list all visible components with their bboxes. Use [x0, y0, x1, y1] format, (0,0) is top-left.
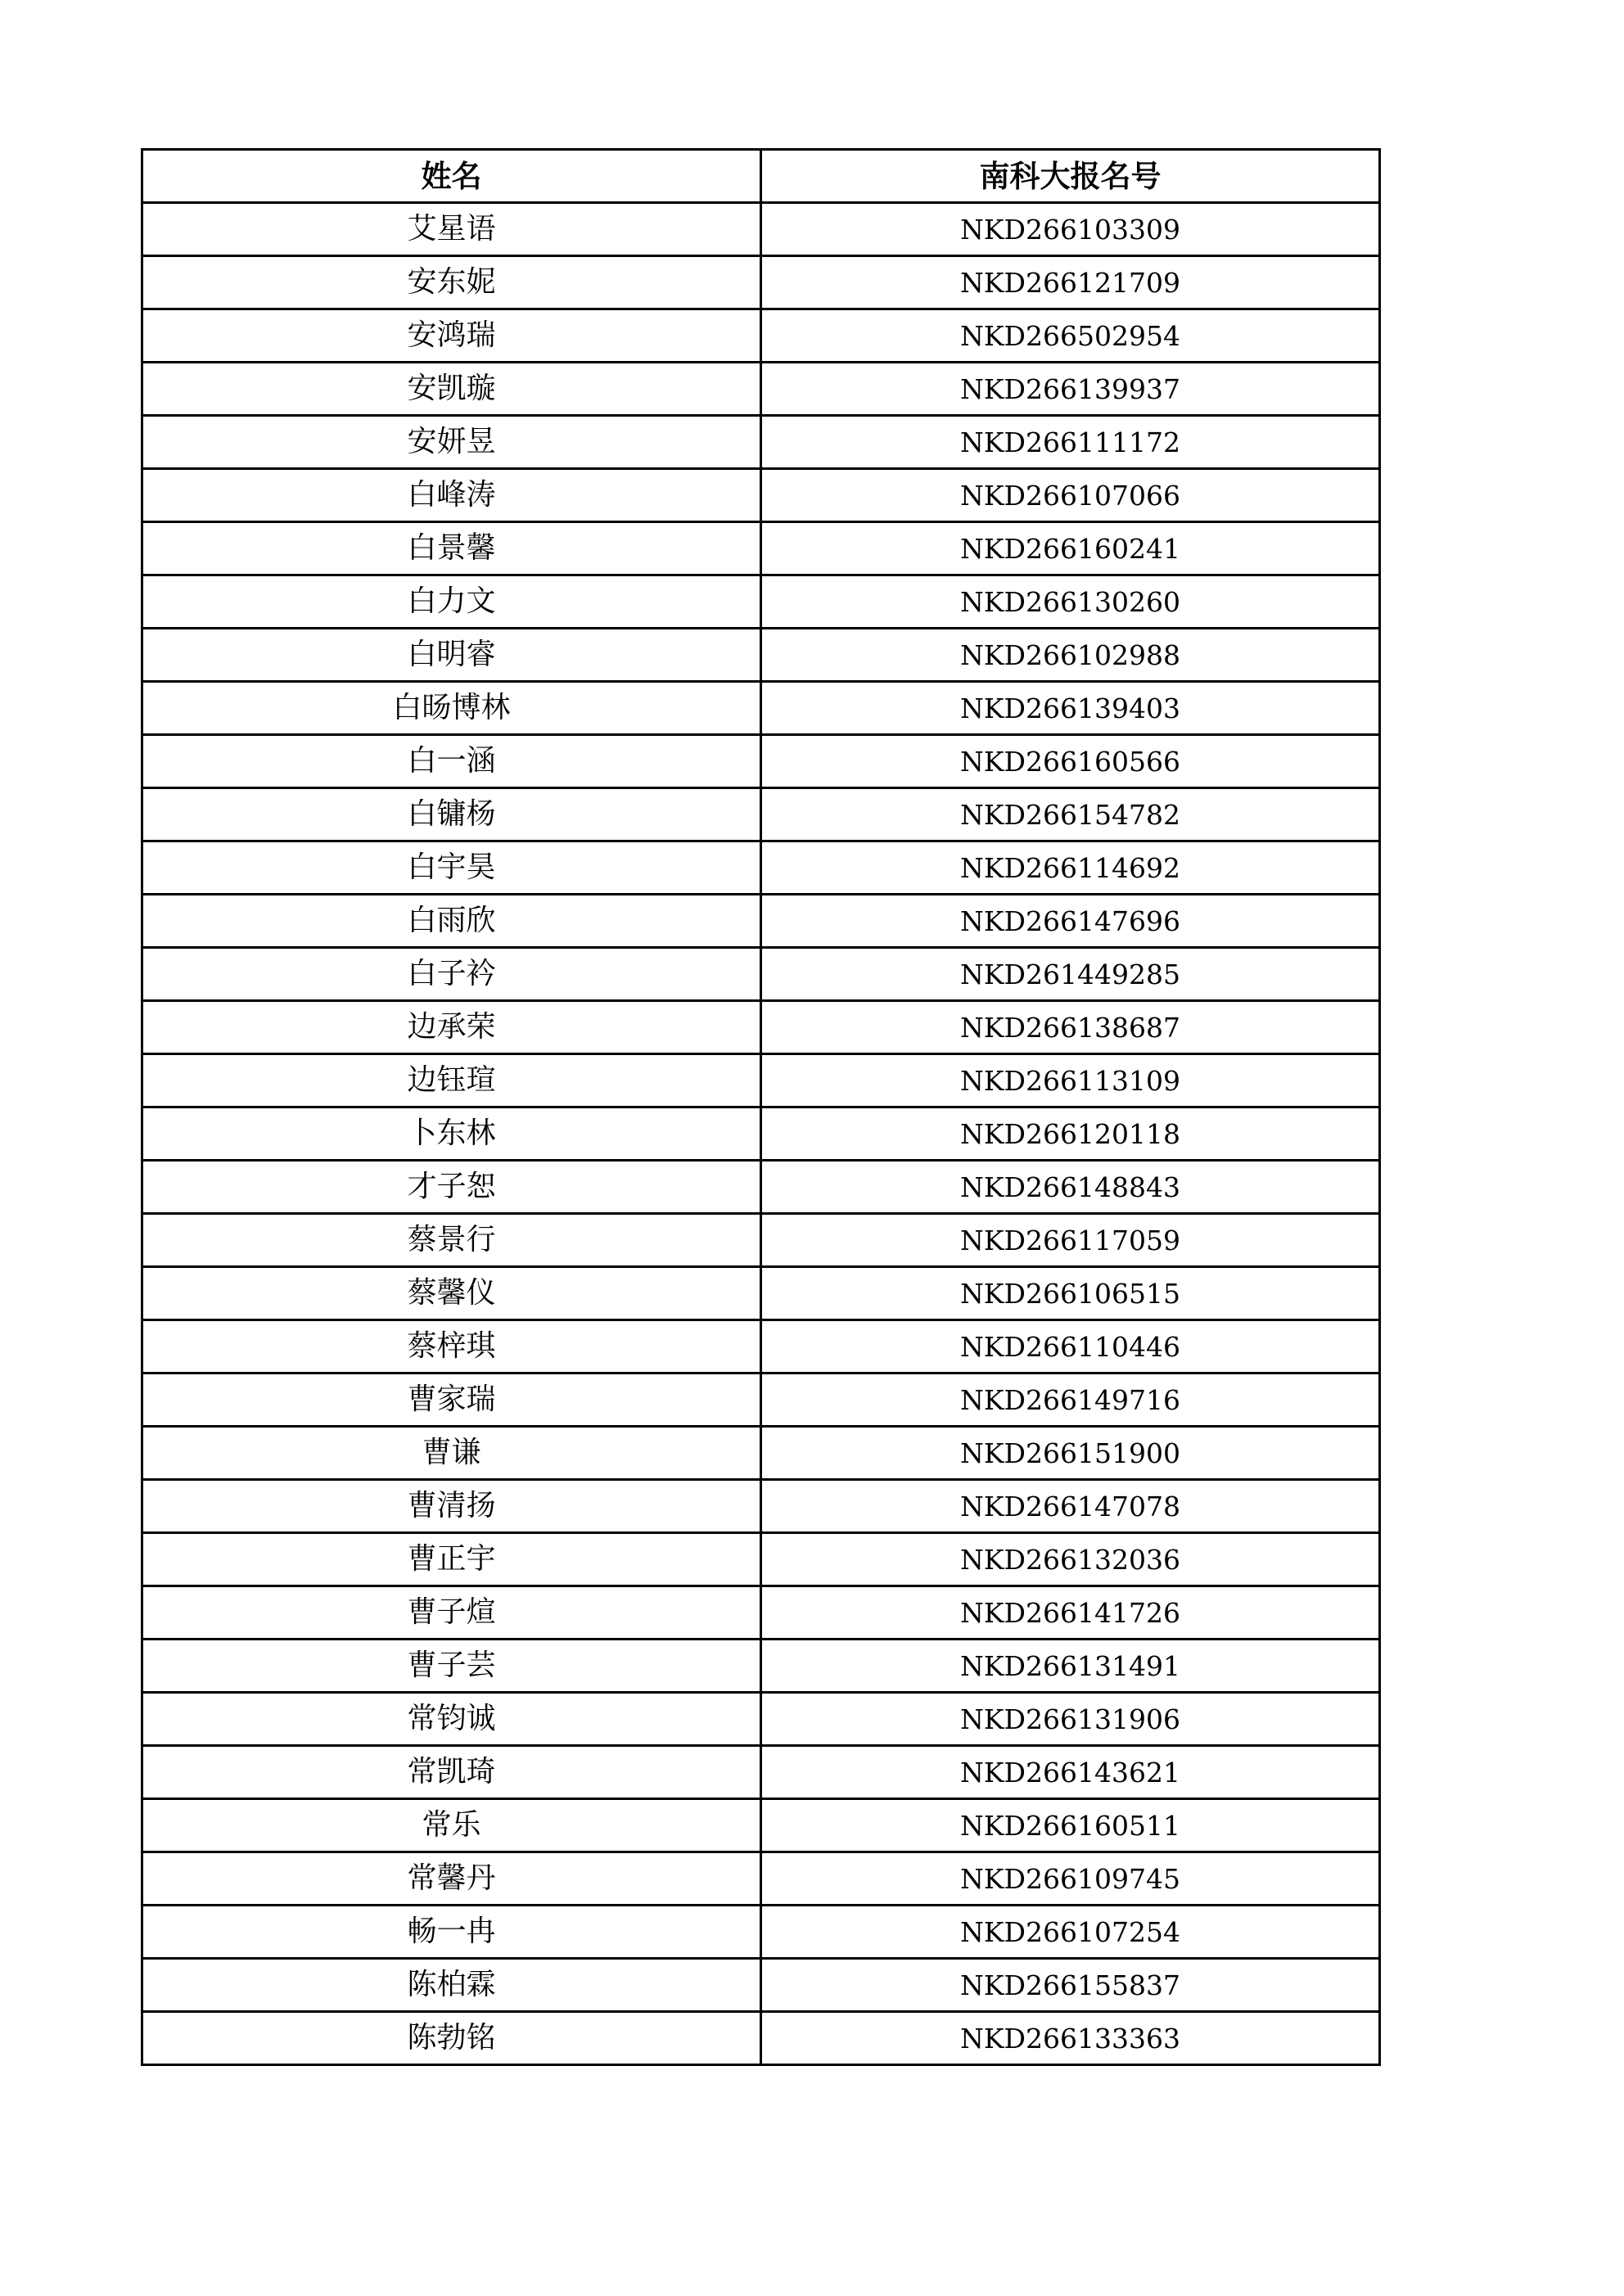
student-name-cell: 曹子芸 [142, 1640, 761, 1693]
student-name-cell: 陈柏霖 [142, 1959, 761, 2012]
table-row [142, 363, 1380, 416]
table-row [142, 1320, 1380, 1374]
registration-number-cell: NKD266131491 [761, 1640, 1380, 1693]
table-row [142, 1693, 1380, 1746]
registration-number-cell: NKD266107254 [761, 1906, 1380, 1959]
registration-number-cell: NKD266130260 [761, 575, 1380, 629]
student-name-cell: 白宇昊 [142, 841, 761, 895]
registration-number-cell: NKD266121709 [761, 256, 1380, 309]
student-name-cell: 陈勃铭 [142, 2012, 761, 2065]
registration-number-cell: NKD266147696 [761, 895, 1380, 948]
student-name-cell: 边钰瑄 [142, 1054, 761, 1107]
table-row [142, 1107, 1380, 1161]
table-row [142, 895, 1380, 948]
roster-body [142, 203, 1380, 2065]
table-row [142, 1001, 1380, 1054]
registration-number-cell: NKD266111172 [761, 416, 1380, 469]
registration-number-cell: NKD266502954 [761, 309, 1380, 363]
registration-number-cell: NKD266102988 [761, 629, 1380, 682]
student-name-cell: 常馨丹 [142, 1852, 761, 1906]
registration-number-cell: NKD266110446 [761, 1320, 1380, 1374]
student-name-cell: 卜东林 [142, 1107, 761, 1161]
table-row [142, 1746, 1380, 1799]
student-name-cell: 白峰涛 [142, 469, 761, 522]
table-row [142, 1427, 1380, 1480]
student-name-cell: 边承荣 [142, 1001, 761, 1054]
table-row [142, 469, 1380, 522]
student-name-cell: 白一涵 [142, 735, 761, 788]
registration-number-cell: NKD266141726 [761, 1586, 1380, 1640]
student-name-cell: 蔡景行 [142, 1214, 761, 1267]
table-row [142, 522, 1380, 575]
table-row [142, 1799, 1380, 1852]
table-row [142, 1480, 1380, 1533]
table-row [142, 1640, 1380, 1693]
table-row [142, 629, 1380, 682]
student-name-cell: 曹子煊 [142, 1586, 761, 1640]
table-row [142, 416, 1380, 469]
registration-number-cell: NKD261449285 [761, 948, 1380, 1001]
registration-number-cell: NKD266133363 [761, 2012, 1380, 2065]
student-name-cell: 白力文 [142, 575, 761, 629]
student-name-cell: 常乐 [142, 1799, 761, 1852]
header-registration-number: 南科大报名号 [761, 150, 1380, 203]
registration-number-cell: NKD266154782 [761, 788, 1380, 841]
registration-number-cell: NKD266120118 [761, 1107, 1380, 1161]
student-name-cell: 安妍昱 [142, 416, 761, 469]
table-row [142, 575, 1380, 629]
student-name-cell: 艾星语 [142, 203, 761, 256]
table-row [142, 2012, 1380, 2065]
table-row [142, 1054, 1380, 1107]
registration-number-cell: NKD266155837 [761, 1959, 1380, 2012]
registration-number-cell: NKD266132036 [761, 1533, 1380, 1586]
student-name-cell: 常钧诚 [142, 1693, 761, 1746]
table-row [142, 1374, 1380, 1427]
table-row [142, 1161, 1380, 1214]
header-row [142, 150, 1380, 203]
table-row [142, 841, 1380, 895]
registration-number-cell: NKD266148843 [761, 1161, 1380, 1214]
table-row [142, 256, 1380, 309]
student-name-cell: 曹正宇 [142, 1533, 761, 1586]
student-name-cell: 安东妮 [142, 256, 761, 309]
table-row [142, 788, 1380, 841]
table-row [142, 1586, 1380, 1640]
student-name-cell: 曹谦 [142, 1427, 761, 1480]
student-name-cell: 曹清扬 [142, 1480, 761, 1533]
registration-number-cell: NKD266113109 [761, 1054, 1380, 1107]
registration-number-cell: NKD266109745 [761, 1852, 1380, 1906]
registration-number-cell: NKD266160511 [761, 1799, 1380, 1852]
student-name-cell: 常凯琦 [142, 1746, 761, 1799]
student-name-cell: 蔡梓琪 [142, 1320, 761, 1374]
student-name-cell: 白明睿 [142, 629, 761, 682]
registration-number-cell: NKD266103309 [761, 203, 1380, 256]
table-row [142, 735, 1380, 788]
student-name-cell: 白景馨 [142, 522, 761, 575]
registration-number-cell: NKD266117059 [761, 1214, 1380, 1267]
table-row [142, 1214, 1380, 1267]
registration-number-cell: NKD266147078 [761, 1480, 1380, 1533]
student-name-cell: 白旸博林 [142, 682, 761, 735]
table-row [142, 309, 1380, 363]
registration-number-cell: NKD266139403 [761, 682, 1380, 735]
table-row [142, 203, 1380, 256]
registration-number-cell: NKD266149716 [761, 1374, 1380, 1427]
table-row [142, 682, 1380, 735]
student-name-cell: 安鸿瑞 [142, 309, 761, 363]
student-name-cell: 曹家瑞 [142, 1374, 761, 1427]
roster-table [141, 148, 1381, 2066]
table-row [142, 1906, 1380, 1959]
registration-number-cell: NKD266107066 [761, 469, 1380, 522]
registration-number-cell: NKD266151900 [761, 1427, 1380, 1480]
table-row [142, 1959, 1380, 2012]
student-name-cell: 畅一冉 [142, 1906, 761, 1959]
table-row [142, 1852, 1380, 1906]
student-name-cell: 才子恕 [142, 1161, 761, 1214]
registration-number-cell: NKD266138687 [761, 1001, 1380, 1054]
table-row [142, 1267, 1380, 1320]
registration-number-cell: NKD266143621 [761, 1746, 1380, 1799]
registration-number-cell: NKD266160241 [761, 522, 1380, 575]
registration-number-cell: NKD266106515 [761, 1267, 1380, 1320]
student-name-cell: 安凯璇 [142, 363, 761, 416]
registration-number-cell: NKD266131906 [761, 1693, 1380, 1746]
registration-number-cell: NKD266160566 [761, 735, 1380, 788]
registration-number-cell: NKD266139937 [761, 363, 1380, 416]
table-row [142, 948, 1380, 1001]
student-name-cell: 蔡馨仪 [142, 1267, 761, 1320]
student-name-cell: 白子衿 [142, 948, 761, 1001]
registration-number-cell: NKD266114692 [761, 841, 1380, 895]
header-name: 姓名 [142, 150, 761, 203]
student-name-cell: 白雨欣 [142, 895, 761, 948]
student-name-cell: 白镛杨 [142, 788, 761, 841]
table-row [142, 1533, 1380, 1586]
